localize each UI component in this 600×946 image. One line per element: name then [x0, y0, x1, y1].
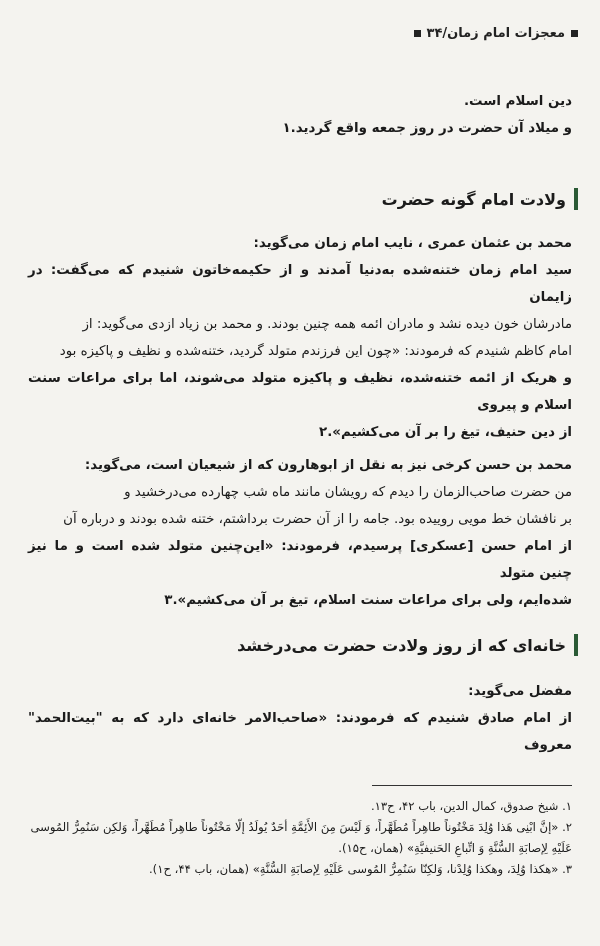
footnote-line: ۳. «هکذا وُلِدَ، وهکذا وُلِدْنا، وَلکِنّا سَنُمِرُّ المُوسی عَلَیْهِ لِإصابَةِ السُّنَّةِ» (همان، باب ۴۴، ح۱).	[149, 862, 572, 876]
footnote-line: ۲. «إنَّ ابْنِی هَذا وُلِدَ مَخْتُوناً طاهِراً مُطَهَّراً، وَ لَیْسَ مِنَ الأَئِمَّةِ أحَدٌ یُولَدُ إلّا مَخْتُوناً طاهِراً مُطَهَّراً، وَلکِن سَنُمِرُّ المُوسی	[30, 820, 572, 834]
body-line: محمد بن عثمان عمری ، نایب امام زمان می‌گوید:	[253, 236, 572, 251]
body-line: شده‌ایم، ولی برای مراعات سنت اسلام، تیغ بر آن می‌کشیم».۳	[164, 593, 572, 608]
running-head	[414, 26, 578, 41]
footnotes	[28, 796, 572, 880]
body-line: امام کاظم شنیدم که فرمودند: «چون این فرزندم متولد گردید، ختنه‌شده و نظیف و پاکیزه بود	[59, 344, 572, 359]
body-line: سید امام زمان ختنه‌شده به‌دنیا آمدند و از حکیمه‌خاتون شنیدم که می‌گفت: در زایمان	[28, 263, 572, 305]
body-line: از امام صادق شنیدم که فرمودند: «صاحب‌الامر خانه‌ای دارد که به "بیت‌الحمد" معروف	[28, 711, 572, 753]
heading-bar-icon	[574, 188, 578, 210]
section-heading	[28, 188, 578, 210]
body-line: و میلاد آن حضرت در روز جمعه واقع گردید.۱	[282, 121, 572, 136]
section-2-body	[28, 678, 572, 759]
section-heading-text: خانه‌ای که از روز ولادت حضرت می‌درخشد	[237, 635, 566, 655]
body-line: محمد بن حسن کرخی نیز به نقل از ابوهارون که از شیعیان است، می‌گوید:	[84, 458, 572, 473]
body-line: من حضرت صاحب‌الزمان را دیدم که رویشان مانند ماه شب چهارده می‌درخشید و	[124, 485, 572, 500]
intro-paragraph	[28, 88, 572, 142]
section-1-body	[28, 230, 572, 614]
body-line: از دین حنیف، تیغ را بر آن می‌کشیم».۲	[319, 425, 572, 440]
section-heading-text: ولادت امام گونه حضرت	[381, 189, 566, 209]
section-heading	[28, 634, 578, 656]
body-line: مفضل می‌گوید:	[468, 684, 572, 699]
footnote-line: ۱. شیخ صدوق، کمال الدین، باب ۴۲، ح۱۳.	[370, 799, 572, 813]
body-line: از امام حسن [عسکری] پرسیدم، فرمودند: «این‌چنین متولد شده است و ما نیز چنین متولد	[28, 539, 572, 581]
body-line: دین اسلام است.	[463, 94, 572, 109]
footnote-line: عَلَیْهِ لِإصابَةِ السُّنَّةِ وَ اتِّباعِ الحَنیفیَّةِ» (همان، ح۱۵).	[338, 841, 572, 855]
body-line: و هریک از ائمه ختنه‌شده، نظیف و پاکیزه متولد می‌شوند، اما برای مراعات سنت اسلام و پیروی	[28, 371, 572, 413]
body-line: بر نافشان خط مویی روییده بود. جامه را از آن حضرت برداشتم، ختنه شده بودند و درباره آن	[63, 512, 572, 527]
footnote-divider	[372, 785, 572, 786]
square-bullet-icon	[571, 30, 578, 37]
square-bullet-icon	[414, 30, 421, 37]
heading-bar-icon	[574, 634, 578, 656]
running-head-text: معجزات امام زمان/۳۴	[426, 26, 565, 41]
body-line: مادرشان خون دیده نشد و مادران ائمه همه چنین بودند. و محمد بن زیاد ازدی می‌گوید: از	[82, 317, 572, 332]
